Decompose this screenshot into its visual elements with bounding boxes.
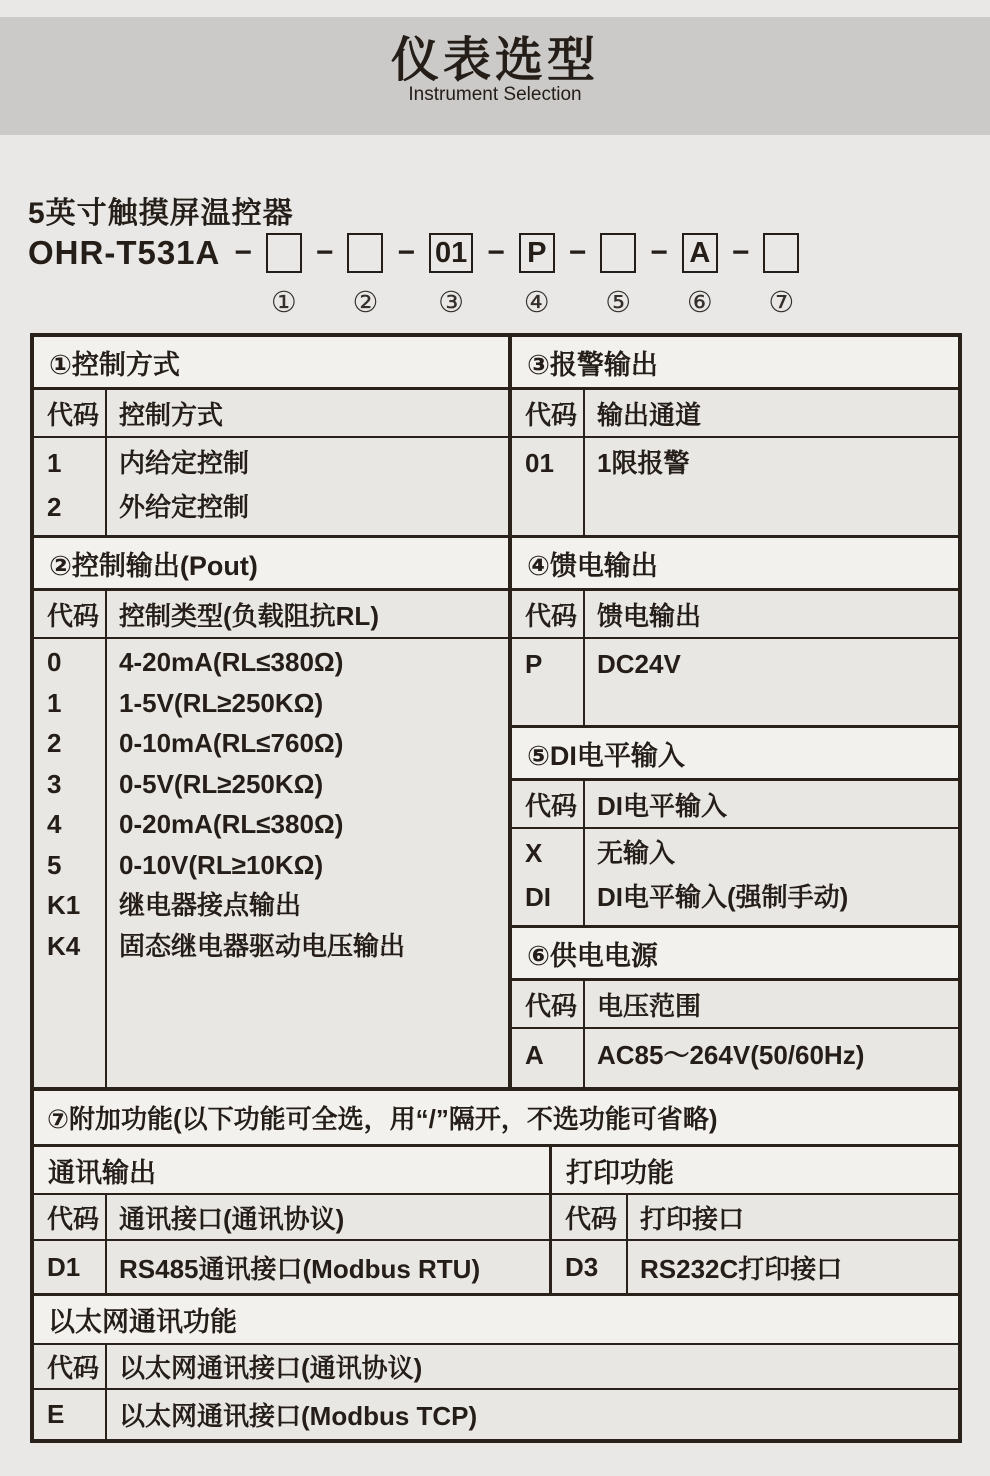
dash: − bbox=[397, 236, 415, 269]
selection-table bbox=[30, 333, 962, 1443]
segment-number-6: ⑥ bbox=[686, 287, 713, 319]
page-title: 仪表选型 bbox=[390, 34, 599, 87]
model-segment-6 bbox=[682, 233, 718, 320]
code-cell: K4 bbox=[47, 930, 81, 961]
desc-column bbox=[107, 639, 508, 1087]
section-power-supply bbox=[512, 925, 958, 1087]
section-control-mode bbox=[34, 337, 508, 535]
code-cell: 2 bbox=[47, 492, 62, 522]
comm-output-block bbox=[34, 1147, 552, 1293]
code-header: 代码 bbox=[34, 1345, 107, 1388]
model-segment-2 bbox=[347, 233, 383, 320]
table-row bbox=[34, 1390, 958, 1439]
table-rows bbox=[34, 438, 508, 535]
table-left-column bbox=[34, 337, 512, 1087]
desc-cell: 外给定控制 bbox=[119, 492, 250, 522]
model-box-5 bbox=[600, 233, 636, 273]
sub-section-title: 通讯输出 bbox=[34, 1147, 549, 1195]
product-line: 5英寸触摸屏温控器 bbox=[28, 197, 294, 230]
section-title: ④馈电输出 bbox=[512, 538, 958, 591]
desc-cell: RS485通讯接口(Modbus RTU) bbox=[119, 1253, 481, 1284]
desc-cell: 无输入 bbox=[597, 838, 676, 868]
segment-number-4: ④ bbox=[523, 287, 550, 319]
desc-header: 通讯接口(通讯协议) bbox=[119, 1203, 345, 1234]
table-rows bbox=[512, 438, 958, 535]
desc-header: 控制类型(负载阻抗RL) bbox=[119, 600, 379, 631]
code-header: 代码 bbox=[512, 390, 585, 436]
model-segment-3 bbox=[429, 233, 473, 320]
table-header-row bbox=[34, 591, 508, 639]
code-cell: 4 bbox=[47, 809, 62, 839]
table-header-row bbox=[34, 390, 508, 438]
section-title: ⑥供电电源 bbox=[512, 928, 958, 981]
ethernet-block bbox=[34, 1293, 958, 1439]
section-title: ⑦附加功能(以下功能可全选，用“/”隔开，不选功能可省略) bbox=[34, 1091, 958, 1147]
code-header: 代码 bbox=[34, 591, 107, 637]
code-header: 代码 bbox=[512, 591, 585, 637]
code-cell: 5 bbox=[47, 849, 62, 880]
code-column bbox=[512, 438, 585, 535]
model-box-1 bbox=[266, 233, 302, 273]
table-rows bbox=[34, 639, 508, 1087]
segment-number-1: ① bbox=[270, 287, 297, 319]
desc-cell: 1-5V(RL≥250KΩ) bbox=[119, 687, 324, 718]
desc-header: 打印接口 bbox=[640, 1203, 745, 1234]
code-column bbox=[512, 829, 585, 925]
dash: − bbox=[315, 236, 334, 269]
additional-functions-columns bbox=[34, 1147, 958, 1293]
page-subtitle: Instrument Selection bbox=[408, 83, 582, 105]
desc-cell: 4-20mA(RL≤380Ω) bbox=[119, 647, 344, 677]
table-rows bbox=[512, 829, 958, 925]
desc-cell: DC24V bbox=[597, 649, 681, 679]
dash: − bbox=[568, 236, 587, 269]
desc-cell: 继电器接点输出 bbox=[119, 890, 302, 920]
code-cell: 2 bbox=[47, 728, 62, 758]
desc-cell: 0-10mA(RL≤760Ω) bbox=[119, 728, 344, 758]
code-cell: 1 bbox=[47, 687, 62, 718]
desc-header: DI电平输入 bbox=[597, 790, 728, 821]
table-right-column bbox=[512, 337, 958, 1087]
code-cell: E bbox=[34, 1390, 107, 1439]
dash: − bbox=[487, 236, 505, 269]
model-box-3: 01 bbox=[429, 233, 473, 273]
table-rows bbox=[512, 1029, 958, 1087]
dash: − bbox=[731, 236, 750, 269]
code-cell: 3 bbox=[47, 768, 62, 799]
model-segment-4 bbox=[519, 233, 555, 320]
page-header bbox=[0, 17, 990, 135]
desc-header: 控制方式 bbox=[119, 399, 224, 430]
code-header: 代码 bbox=[512, 781, 585, 827]
segment-number-5: ⑤ bbox=[605, 287, 632, 319]
model-box-6: A bbox=[682, 233, 718, 273]
desc-cell: AC85～264V(50/60Hz) bbox=[597, 1040, 865, 1070]
code-column bbox=[512, 1029, 585, 1087]
sub-section-title: 以太网通讯功能 bbox=[34, 1296, 958, 1345]
segment-number-2: ② bbox=[352, 287, 379, 319]
desc-column bbox=[585, 829, 958, 925]
code-column bbox=[34, 639, 107, 1087]
section-additional-functions bbox=[34, 1087, 958, 1439]
code-header: 代码 bbox=[34, 1195, 107, 1239]
model-segment-5 bbox=[600, 233, 636, 320]
code-cell: A bbox=[525, 1040, 544, 1070]
section-title: ③报警输出 bbox=[512, 337, 958, 390]
desc-header: 馈电输出 bbox=[597, 600, 702, 631]
table-row bbox=[34, 1241, 549, 1293]
desc-cell: 内给定控制 bbox=[119, 448, 250, 478]
desc-column bbox=[585, 1029, 958, 1087]
model-prefix: OHR-T531A bbox=[28, 234, 221, 271]
desc-header: 电压范围 bbox=[597, 990, 702, 1021]
section-control-output bbox=[34, 535, 508, 1087]
table-header-row bbox=[512, 390, 958, 438]
dash: − bbox=[650, 236, 668, 269]
code-cell: 0 bbox=[47, 647, 62, 677]
model-code-row bbox=[28, 233, 799, 320]
sub-section-title: 打印功能 bbox=[552, 1147, 958, 1195]
section-title: ②控制输出(Pout) bbox=[34, 538, 508, 591]
table-header-row bbox=[34, 1345, 958, 1390]
code-cell: 1 bbox=[47, 448, 62, 478]
code-column bbox=[34, 438, 107, 535]
code-cell: DI bbox=[525, 882, 551, 912]
section-title: ⑤DI电平输入 bbox=[512, 728, 958, 781]
desc-header: 输出通道 bbox=[597, 399, 702, 430]
table-header-row bbox=[512, 591, 958, 639]
section-alarm-output bbox=[512, 337, 958, 535]
segment-number-7: ⑦ bbox=[768, 287, 795, 319]
table-upper bbox=[34, 337, 958, 1087]
desc-cell: 0-20mA(RL≤380Ω) bbox=[119, 809, 344, 839]
code-cell: 01 bbox=[525, 448, 554, 478]
desc-cell: 以太网通讯接口(Modbus TCP) bbox=[119, 1401, 478, 1431]
section-title: ①控制方式 bbox=[34, 337, 508, 390]
code-cell: X bbox=[525, 838, 543, 868]
code-cell: D3 bbox=[552, 1241, 628, 1293]
table-header-row bbox=[512, 981, 958, 1029]
desc-cell: 1限报警 bbox=[597, 448, 690, 478]
desc-cell: 0-10V(RL≥10KΩ) bbox=[119, 849, 324, 880]
desc-cell: RS232C打印接口 bbox=[640, 1253, 843, 1284]
desc-cell: 0-5V(RL≥250KΩ) bbox=[119, 768, 324, 799]
model-box-2 bbox=[347, 233, 383, 273]
code-cell: P bbox=[525, 649, 543, 679]
table-header-row bbox=[512, 781, 958, 829]
code-header: 代码 bbox=[552, 1195, 628, 1239]
desc-cell: 固态继电器驱动电压输出 bbox=[119, 930, 406, 961]
section-feed-output bbox=[512, 535, 958, 725]
code-header: 代码 bbox=[34, 390, 107, 436]
code-cell: D1 bbox=[34, 1241, 107, 1293]
code-column bbox=[512, 639, 585, 725]
model-segment-1 bbox=[266, 233, 302, 320]
desc-header: 以太网通讯接口(通讯协议) bbox=[119, 1353, 423, 1383]
table-header-row bbox=[34, 1195, 549, 1241]
desc-cell: DI电平输入(强制手动) bbox=[597, 882, 849, 912]
section-di-input bbox=[512, 725, 958, 925]
dash: − bbox=[234, 236, 252, 269]
model-segment-7 bbox=[763, 233, 799, 320]
desc-column bbox=[107, 438, 508, 535]
desc-column bbox=[585, 639, 958, 725]
segment-number-3: ③ bbox=[438, 287, 465, 319]
code-header: 代码 bbox=[512, 981, 585, 1027]
model-box-4: P bbox=[519, 233, 555, 273]
desc-column bbox=[585, 438, 958, 535]
table-rows bbox=[512, 639, 958, 725]
table-header-row bbox=[552, 1195, 958, 1241]
table-row bbox=[552, 1241, 958, 1293]
print-function-block bbox=[552, 1147, 958, 1293]
model-box-7 bbox=[763, 233, 799, 273]
code-cell: K1 bbox=[47, 890, 81, 920]
